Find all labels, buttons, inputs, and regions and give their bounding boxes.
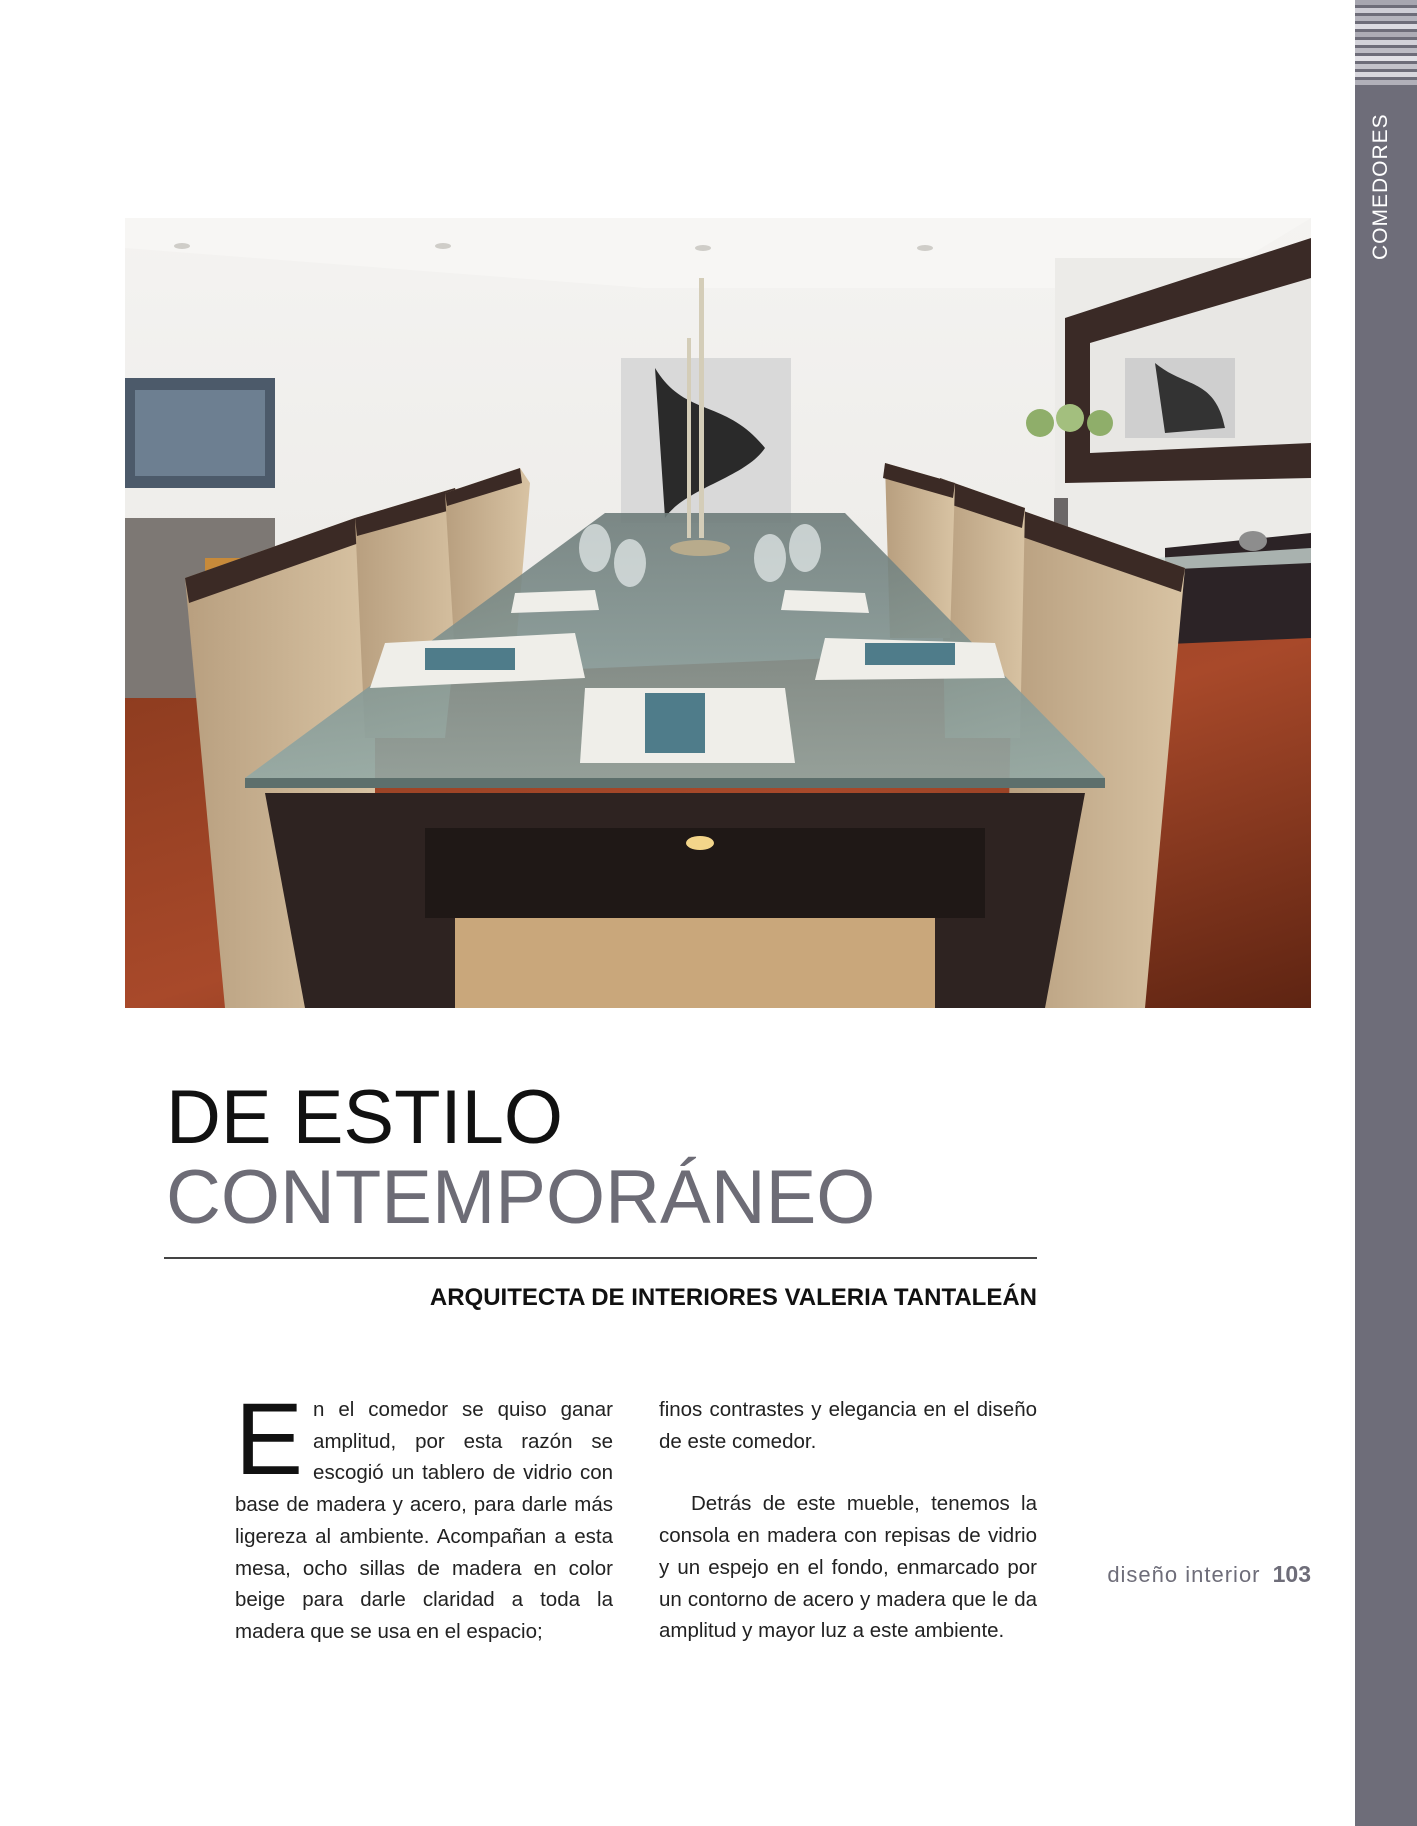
- magazine-name: diseño interior: [1107, 1562, 1261, 1587]
- sidebar-stripes: [1355, 0, 1417, 92]
- section-sidebar: [1355, 0, 1417, 1826]
- byline: ARQUITECTA DE INTERIORES VALERIA TANTALEÁN: [429, 1284, 1037, 1311]
- page-footer: [1107, 1561, 1311, 1591]
- body-column-left: [235, 1382, 613, 1648]
- drop-cap: E: [235, 1382, 304, 1496]
- paragraph-1-continued: finos contrastes y elegancia en el diseño de este comedor.: [659, 1398, 1037, 1453]
- section-label: COMEDORES: [1369, 113, 1392, 260]
- dining-room-illustration: [125, 218, 1311, 1008]
- title-line-1: DE ESTILO: [166, 1075, 563, 1160]
- paragraph-2: Detrás de este mueble, tenemos la consola en madera con repisas de vidrio y un espejo en el fondo, enmarcado por un contorno de acero y madera que le da amplitud y mayor luz a este ambiente.: [659, 1492, 1037, 1643]
- body-column-right: [659, 1394, 1037, 1647]
- dining-room-photo: [125, 218, 1311, 1008]
- page-number: 103: [1272, 1561, 1311, 1587]
- paragraph-1: n el comedor se quiso ganar amplitud, por esta razón se escogió un tablero de vidrio con base de madera y acero, para darle más ligereza al ambiente. Acompañan a esta mesa, ocho sillas de madera en color beige para darle claridad a toda la madera que se usa en el espacio;: [235, 1398, 613, 1643]
- title-divider: [164, 1257, 1037, 1259]
- title-line-2: CONTEMPORÁNEO: [166, 1155, 876, 1240]
